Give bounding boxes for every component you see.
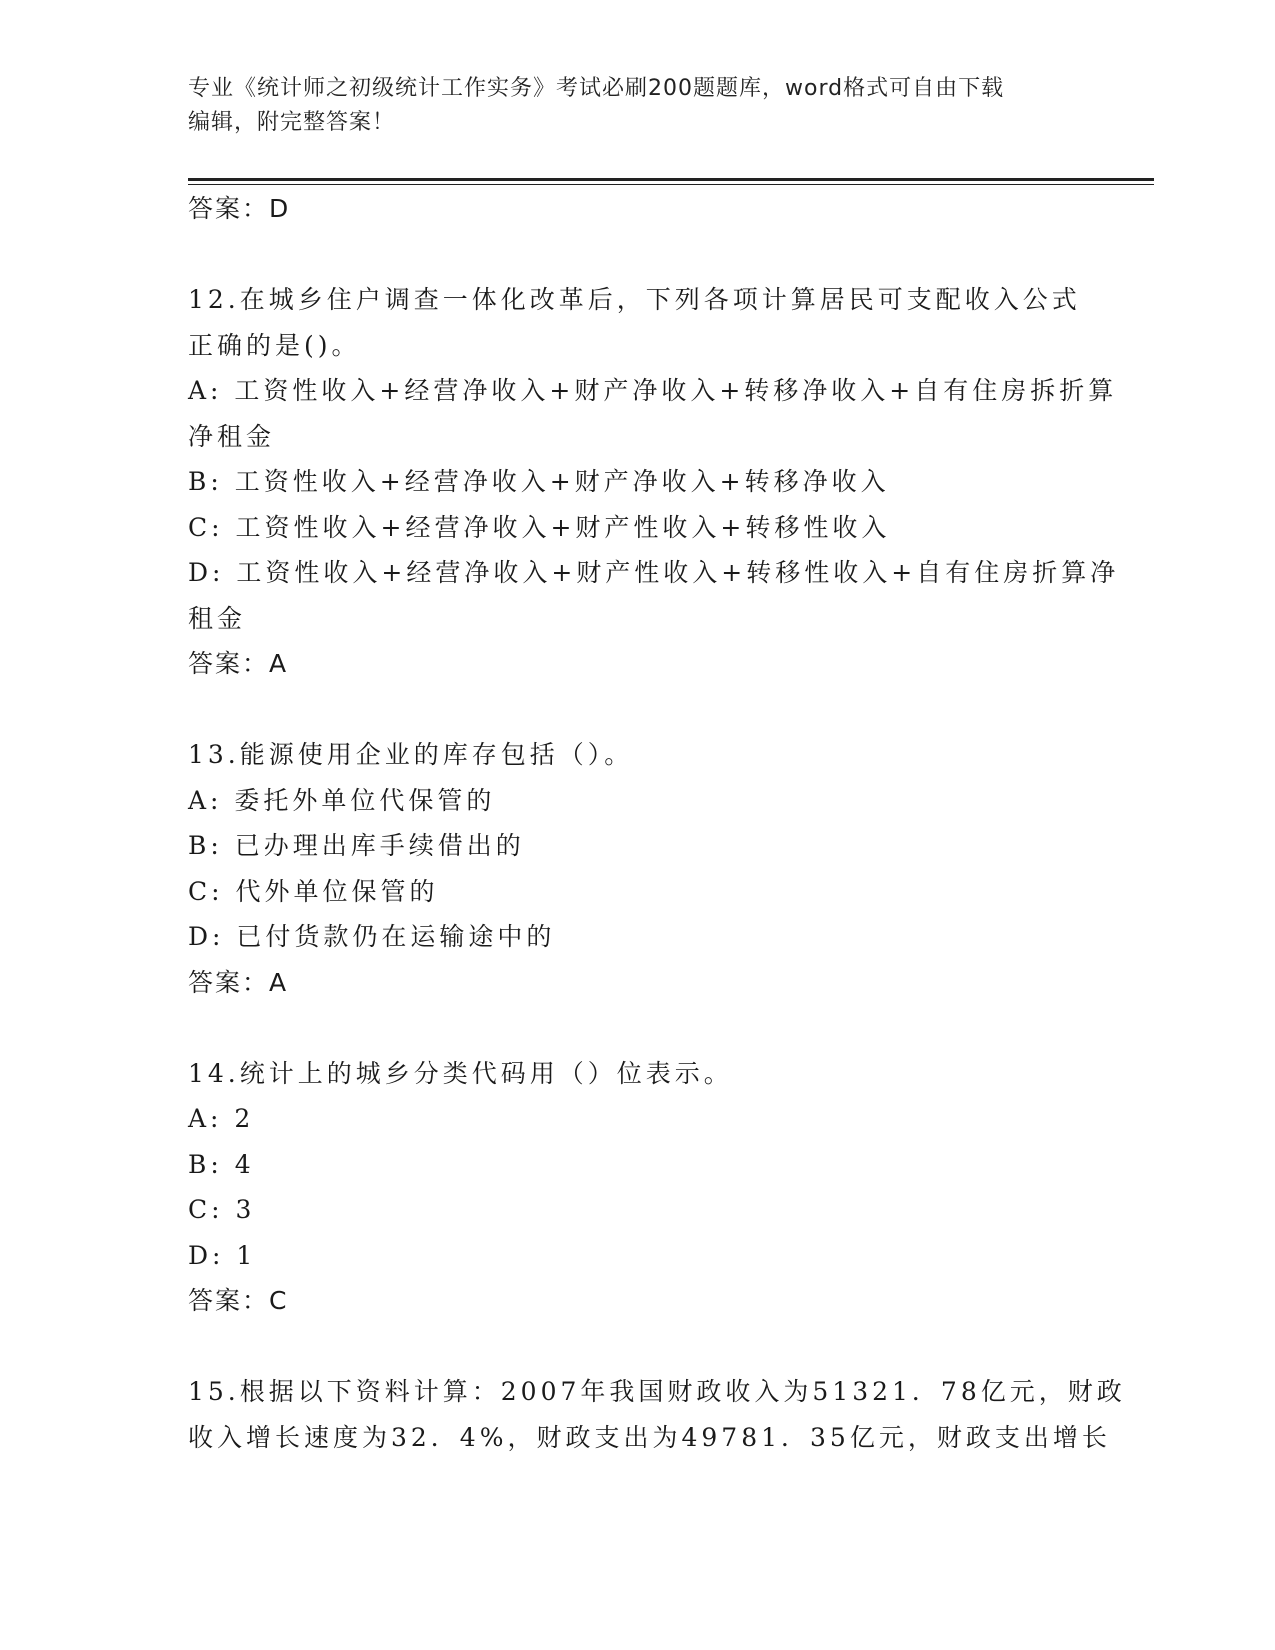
- option-line: A: 2: [188, 1104, 255, 1133]
- option-line: A: 委托外单位代保管的: [188, 785, 496, 815]
- question-block: [188, 1051, 1088, 1370]
- question-list: [188, 186, 1126, 1460]
- page-header: [188, 72, 1088, 140]
- answer-value: A: [269, 967, 289, 997]
- option-line: C: 代外单位保管的: [188, 876, 439, 906]
- header-divider-thick: [188, 178, 1154, 181]
- spacer: [188, 232, 1088, 278]
- answer-line: [188, 960, 1088, 1006]
- answer-line: [188, 641, 1088, 687]
- question-stem-line: 正确的是()。: [188, 330, 361, 360]
- answer-value: D: [269, 194, 291, 223]
- answer-label: 答案：: [188, 194, 270, 223]
- question-block: [188, 277, 1120, 732]
- answer-value: A: [269, 649, 289, 678]
- answer-label: 答案：: [188, 1286, 270, 1315]
- answer-line: [188, 1278, 1088, 1324]
- header-divider-thin: [188, 184, 1154, 185]
- header-line-2: 编辑，附完整答案！: [188, 110, 396, 135]
- spacer: [188, 1005, 1088, 1051]
- option-line: B: 已办理出库手续借出的: [188, 831, 525, 860]
- option-line: 租金: [188, 603, 247, 633]
- option-line: C: 工资性收入+经营净收入+财产性收入+转移性收入: [188, 512, 891, 542]
- question-stem-line: 12.在城乡住户调查一体化改革后，下列各项计算居民可支配收入公式: [188, 285, 1081, 314]
- answer-label: 答案：: [188, 967, 270, 997]
- option-line: D: 1: [188, 1240, 257, 1270]
- questions-container: [188, 277, 1126, 1460]
- question-block: [188, 732, 1088, 1051]
- answer-label: 答案：: [188, 649, 270, 678]
- question-stem-line: 13.能源使用企业的库存包括（）。: [188, 740, 634, 769]
- question-stem-line: 15.根据以下资料计算：2007年我国财政收入为51321．78亿元，财政: [188, 1377, 1126, 1406]
- header-line-1: 专业《统计师之初级统计工作实务》考试必刷200题题库，word格式可自由下载: [188, 76, 1005, 101]
- spacer: [188, 1324, 1088, 1370]
- question-block: [188, 1369, 1126, 1460]
- question-stem-line: 14.统计上的城乡分类代码用（）位表示。: [188, 1058, 733, 1088]
- spacer: [188, 687, 1088, 733]
- option-line: A: 工资性收入+经营净收入+财产净收入+转移净收入+自有住房拆折算: [188, 376, 1118, 405]
- previous-answer: [188, 186, 1088, 232]
- option-line: 净租金: [188, 421, 276, 451]
- option-line: B: 工资性收入+经营净收入+财产净收入+转移净收入: [188, 467, 890, 496]
- answer-value: C: [269, 1286, 289, 1315]
- option-line: D: 工资性收入+经营净收入+财产性收入+转移性收入+自有住房折算净: [188, 558, 1120, 587]
- option-line: C: 3: [188, 1195, 256, 1224]
- option-line: B: 4: [188, 1149, 255, 1179]
- option-line: D: 已付货款仍在运输途中的: [188, 922, 556, 951]
- question-stem-line: 收入增长速度为32．4%，财政支出为49781．35亿元，财政支出增长: [188, 1422, 1111, 1452]
